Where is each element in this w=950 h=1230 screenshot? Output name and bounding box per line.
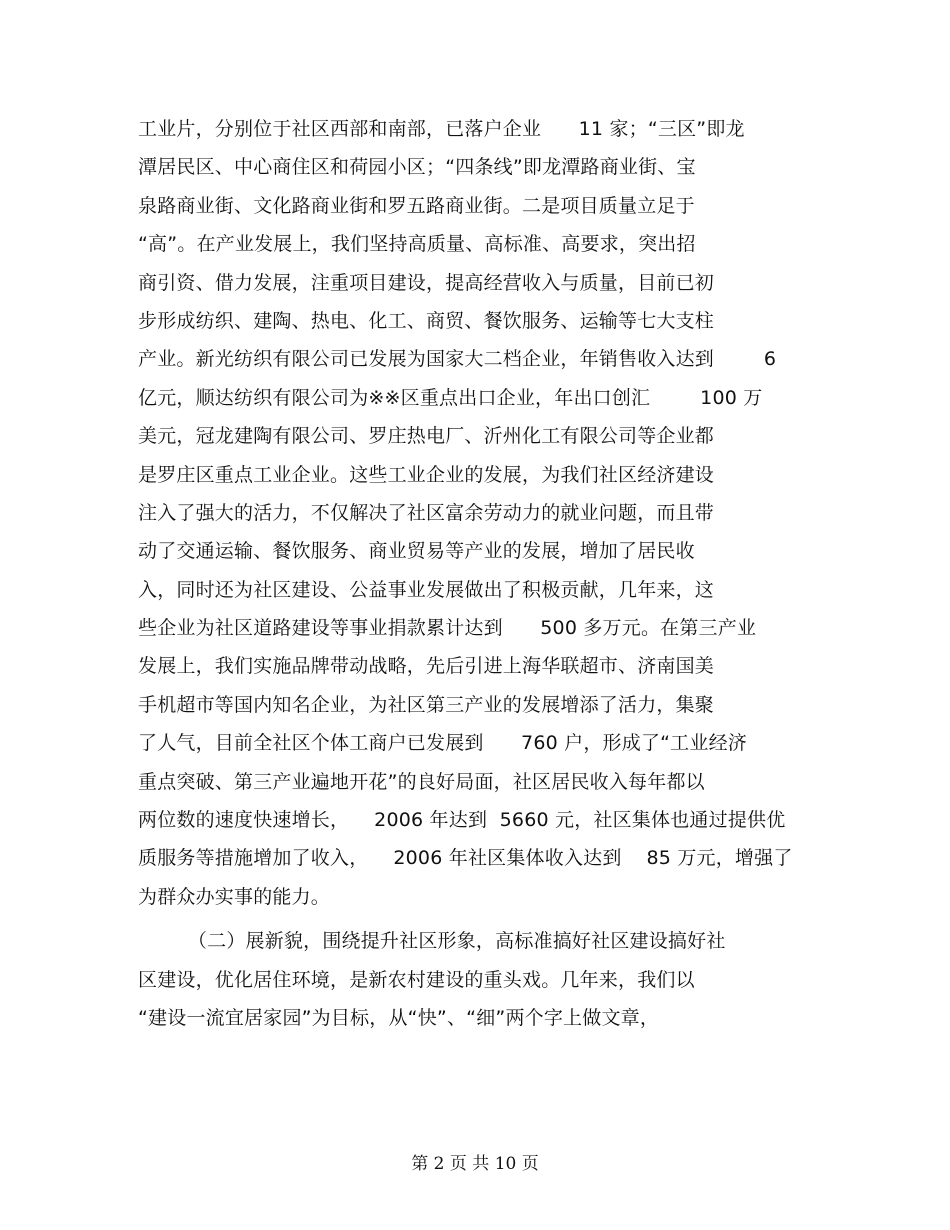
footer-middle: 页 共 [449,1154,490,1174]
text-line: 区建设，优化居住环境，是新农村建设的重头戏。几年来，我们以 [138,968,695,991]
text-line: 些企业为社区道路建设等事业捐款累计达到 500 多万元。在第三产业 [138,617,757,640]
text-line: 两位数的速度快速增长， 2006 年达到 5660 元，社区集体也通过提供优 [138,809,786,832]
text-line: 发展上，我们实施品牌带动战略，先后引进上海华联超市、济南国美 [138,655,715,678]
text-line: 步形成纺织、建陶、热电、化工、商贸、餐饮服务、运输等七大支柱 [138,309,715,332]
text-line: 泉路商业街、文化路商业街和罗五路商业街。二是项目质量立足于 [138,194,695,217]
text-line: “建设一流宜居家园”为目标，从“快”、“细”两个字上做文章， [138,1006,660,1029]
footer-current-page: 2 [433,1154,445,1174]
text-line: 质服务等措施增加了收入， 2006 年社区集体收入达到 85 万元，增强了 [138,847,793,870]
text-line: 动了交通运输、餐饮服务、商业贸易等产业的发展，增加了居民收 [138,540,695,563]
footer-suffix: 页 [521,1154,539,1174]
text-line: 是罗庄区重点工业企业。这些工业企业的发展，为我们社区经济建设 [138,463,715,486]
text-line: 重点突破、第三产业遍地开花”的良好局面，社区居民收入每年都以 [138,770,705,793]
footer-prefix: 第 [411,1154,429,1174]
text-line: 商引资、借力发展，注重项目建设，提高经营收入与质量，目前已初 [138,271,715,294]
footer-total-pages: 10 [494,1154,517,1174]
page-footer [0,1150,950,1178]
text-line: 入，同时还为社区建设、公益事业发展做出了积极贡献，几年来，这 [138,578,715,601]
text-line: 潭居民区、中心商住区和荷园小区；“四条线”即龙潭路商业街、宝 [138,156,696,179]
document-body [138,110,838,1037]
text-line: 美元，冠龙建陶有限公司、罗庄热电厂、沂州化工有限公司等企业都 [138,425,715,448]
text-line: 产业。新光纺织有限公司已发展为国家大二档企业，年销售收入达到 6 [138,348,777,371]
text-line: 了人气，目前全社区个体工商户已发展到 760 户，形成了“工业经济 [138,732,747,755]
text-line: 为群众办实事的能力。 [138,885,331,908]
text-line: “高”。在产业发展上，我们坚持高质量、高标准、高要求，突出招 [138,233,696,256]
text-line: 注入了强大的活力，不仅解决了社区富余劳动力的就业问题，而且带 [138,501,715,524]
section-heading-line: （二）展新貌，围绕提升社区形象，高标准搞好社区建设搞好社 [138,930,726,953]
text-line: 工业片，分别位于社区西部和南部，已落户企业 11 家；“三区”即龙 [138,118,745,140]
text-line: 亿元，顺达纺织有限公司为※※区重点出口企业，年出口创汇 100 万 [138,386,763,409]
text-line: 手机超市等国内知名企业，为社区第三产业的发展增添了活力，集聚 [138,693,715,716]
